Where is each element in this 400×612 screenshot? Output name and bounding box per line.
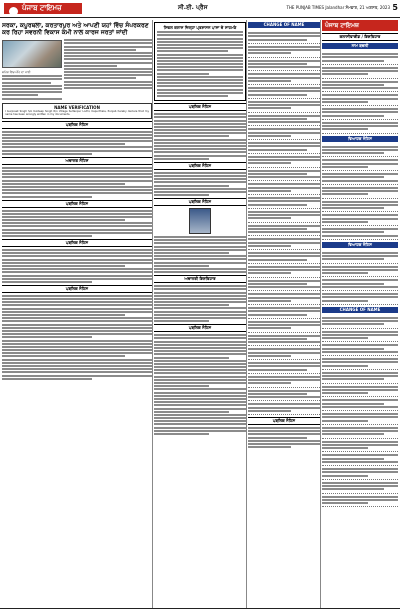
- classified-item: [322, 480, 398, 494]
- classified-item: [322, 315, 398, 329]
- classifieds-subtitle: ਕਲਾਸੀਫਾਈਡ / ਇਸ਼ਤਿਹਾਰ: [322, 33, 398, 41]
- notice-heading: ਪਬਲਿਕ ਨੋਟਿਸ: [2, 285, 152, 293]
- classified-item: [322, 226, 398, 240]
- notice-heading: ਪਬਲਿਕ ਨੋਟਿਸ: [154, 103, 246, 111]
- classified-item: [322, 370, 398, 384]
- court-notice: [154, 22, 246, 101]
- classified-item: [248, 58, 320, 72]
- classified-item: [322, 277, 398, 291]
- classified-item: [322, 65, 398, 79]
- classified-item: [322, 92, 398, 106]
- header-dateline: THE PUNJAB TIMES Jalandhar ਸੋਮਵਾਰ, 21 ਅਗਸਤ, 2023: [286, 5, 390, 10]
- section-heading: ਵਿਆਹਕ ਨੋਟਿਸ: [322, 136, 398, 142]
- classified-item: [248, 264, 320, 278]
- classified-item: [248, 140, 320, 154]
- classified-item: [248, 319, 320, 333]
- classified-item: [322, 397, 398, 411]
- column-divider: [320, 20, 321, 608]
- classified-item: [248, 401, 320, 415]
- section-heading: ਨਾਮ ਬਦਲੀ: [322, 43, 398, 49]
- classified-item: [322, 291, 398, 305]
- classified-list: [322, 315, 398, 508]
- change-of-name-heading: CHANGE OF NAME: [248, 22, 320, 28]
- notice-text-block: [157, 31, 243, 97]
- classified-item: [322, 199, 398, 213]
- notice-heading: ਅਦਾਲਤ ਨੋਟਿਸ: [2, 157, 152, 165]
- classified-item: [248, 71, 320, 85]
- classified-item: [322, 425, 398, 439]
- classified-item: [322, 356, 398, 370]
- column-divider: [246, 20, 247, 608]
- notice-portrait-photo: [189, 208, 211, 234]
- notice-text-block: [2, 249, 152, 283]
- section-heading: ਵਿਆਹਕ ਨੋਟਿਸ: [322, 242, 398, 248]
- classified-item: [322, 411, 398, 425]
- article-text-block: [64, 39, 152, 89]
- classified-item: [322, 384, 398, 398]
- classified-item: [248, 168, 320, 182]
- classified-item: [248, 278, 320, 292]
- classified-item: [322, 250, 398, 264]
- classified-item: [248, 333, 320, 347]
- classified-item: [322, 342, 398, 356]
- notice-heading: ਪਬਲਿਕ ਨੋਟਿਸ: [2, 121, 152, 129]
- notice-text-block: [2, 210, 152, 238]
- classified-item: [248, 154, 320, 168]
- notice-heading: ਪਬਲਿਕ ਨੋਟਿਸ: [154, 324, 246, 332]
- classified-item: [248, 85, 320, 99]
- header-center-title: ਸੀ.ਈ. ਪ੍ਰੈਸ: [178, 4, 208, 11]
- notice-body: I Gurpreet Singh S/o Kuldeep Singh R/o Village Sultanpur Lodhi, Kapurthala, Punjab hereby declare that my name has been wrongly written in my documents.: [5, 109, 149, 117]
- notice-heading: ਪਬਲਿਕ ਨੋਟਿਸ: [154, 162, 246, 170]
- classified-item: [322, 106, 398, 120]
- column-notices: [154, 20, 246, 608]
- classified-item: [248, 305, 320, 319]
- notice-text-block: [2, 295, 152, 380]
- photo-caption: ਸ਼ਹਿਰ ਵਿਚ ਮੀਂਹ ਦਾ ਪਾਣੀ: [2, 70, 31, 74]
- name-verification-notice: [2, 103, 152, 119]
- column-change-of-name: [248, 20, 320, 608]
- page-number: 5: [392, 3, 398, 12]
- classified-item: [322, 185, 398, 199]
- classified-item: [322, 171, 398, 185]
- classifieds-banner: [322, 20, 398, 31]
- classified-item: [322, 264, 398, 278]
- classified-item: [322, 157, 398, 171]
- masthead-logo-icon: [9, 7, 18, 16]
- classified-item: [248, 126, 320, 140]
- classified-item: [248, 250, 320, 264]
- classified-item: [248, 99, 320, 113]
- classified-item: [248, 209, 320, 223]
- notice-heading: ਅਦਾਲਤੀ ਇਸ਼ਤਿਹਾਰ: [154, 275, 246, 283]
- classified-item: [322, 466, 398, 480]
- classified-list: [322, 250, 398, 305]
- classified-item: [322, 79, 398, 93]
- classified-list: [248, 30, 320, 415]
- classified-item: [322, 329, 398, 343]
- notice-title: ਸਿਵਲ ਕਲਾਸ ਜ਼ਿਲ੍ਹਾ ਪ੍ਰਸ਼ਾਸਨ ਪਾਸਾ ਦੇ ਸਾਹਮਣੇ: [163, 25, 237, 30]
- notice-text-block: [2, 131, 152, 155]
- column-divider: [152, 20, 153, 608]
- classified-item: [322, 494, 398, 508]
- page-footer-rule: [0, 608, 400, 612]
- classified-item: [248, 360, 320, 374]
- column-news: [2, 20, 152, 608]
- classified-item: [322, 120, 398, 134]
- classified-item: [322, 452, 398, 466]
- classified-item: [322, 212, 398, 226]
- classified-list: [322, 144, 398, 240]
- change-of-name-heading: CHANGE OF NAME: [322, 307, 398, 313]
- notice-text-block: [154, 236, 246, 273]
- notice-heading: ਪਬਲਿਕ ਨੋਟਿਸ: [154, 198, 246, 206]
- page-header: [0, 0, 400, 18]
- masthead-title: ਪੰਜਾਬ ਟਾਇਮਜ਼: [22, 4, 62, 12]
- classified-item: [248, 291, 320, 305]
- classified-item: [248, 181, 320, 195]
- classified-item: [248, 223, 320, 237]
- notice-text-block: [2, 167, 152, 198]
- classified-item: [248, 30, 320, 44]
- news-photo: [2, 40, 62, 68]
- classified-list: [322, 51, 398, 134]
- classified-item: [248, 113, 320, 127]
- classified-item: [248, 346, 320, 360]
- notice-heading: ਪਬਲਿਕ ਨੋਟਿਸ: [2, 200, 152, 208]
- classified-item: [322, 439, 398, 453]
- notice-heading: ਪਬਲਿਕ ਨੋਟਿਸ: [248, 417, 320, 425]
- notice-text-block: [154, 172, 246, 196]
- notice-text-block: [154, 113, 246, 160]
- article-text-block: [2, 75, 62, 99]
- notice-text-block: [248, 427, 320, 448]
- notice-text-block: [154, 285, 246, 322]
- classified-item: [322, 51, 398, 65]
- notice-heading: ਪਬਲਿਕ ਨੋਟਿਸ: [2, 239, 152, 247]
- masthead-brand: [4, 3, 82, 14]
- notice-text-block: [154, 334, 246, 435]
- lead-headline: ਸਰਕਾ, ਕਪੂਰਥਲਾ, ਕਰਤਾਰਪੁਰ ਅਤੇ ਆਪਣੀ ਯਹਾਂ ਵਿੱਚ ਸੰਪਰਕਰਣ ਕਰ ਰਿਹਾ ਸਵਰਨੀ ਵਿਕਾਸ ਕੰਮੀ ਨਾਲ ਕਾਰਜ ਜਰਤਾਂ ਜਾਂਦੀ: [2, 22, 149, 36]
- notice-title: NAME VERIFICATION: [54, 104, 100, 110]
- column-classifieds: [322, 20, 398, 608]
- classifieds-banner-title: ਪੰਜਾਬ ਟਾਇਮਜ਼: [325, 22, 359, 29]
- classified-item: [248, 44, 320, 58]
- classified-item: [248, 236, 320, 250]
- classified-item: [248, 195, 320, 209]
- classified-item: [248, 374, 320, 388]
- classified-item: [322, 144, 398, 158]
- classified-item: [248, 388, 320, 402]
